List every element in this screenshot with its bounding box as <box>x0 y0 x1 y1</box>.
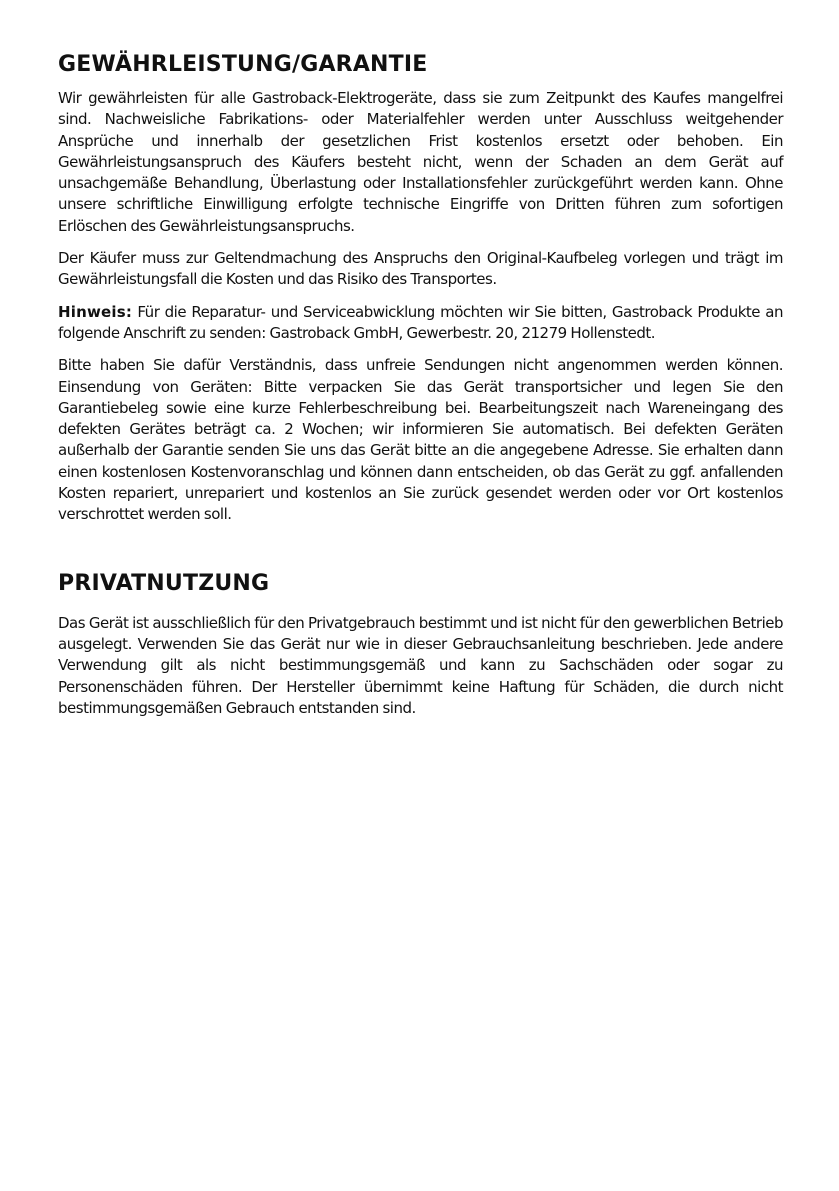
private-use-paragraph-1: Das Gerät ist ausschließlich für den Privatgebrauch bestimmt und ist nicht für den gewerblichen Betrieb ausgelegt. Verwenden Sie das Gerät nur wie in dieser Gebrauchsanleitung beschrieben. Jede andere Verwendung gilt als nicht bestimmungsgemäß und kann zu Sachschäden oder sogar zu Personenschäden führen. Der Hersteller übernimmt keine Haftung für Schäden, die durch nicht bestimmungsgemäßen Gebrauch entstanden sind. <box>58 613 784 717</box>
private-use-section <box>58 569 783 719</box>
section-spacer <box>58 537 783 569</box>
hint-text: Für die Reparatur- und Serviceabwicklung möchten wir Sie bitten, Gastroback Produkte an folgende Anschrift zu senden: Gastroback GmbH, Gewerbestr. 20, 21279 Hollenstedt. <box>58 302 783 342</box>
warranty-heading: GEWÄHRLEISTUNG/GARANTIE <box>58 52 428 77</box>
warranty-paragraph-2: Der Käufer muss zur Geltendmachung des Anspruchs den Original-Kaufbeleg vorlegen und trägt im Gewährleistungsfall die Kosten und das Risiko des Transportes. <box>58 249 783 289</box>
warranty-paragraph-4: Bitte haben Sie dafür Verständnis, dass unfreie Sendungen nicht angenommen werden können. Einsendung von Geräten: Bitte verpacken Sie das Gerät transportsicher und legen Sie den Garantiebeleg sowie eine kurze Fehlerbeschreibung bei. Bearbeitungszeit nach Wareneingang des defekten Gerätes beträgt ca. 2 Wochen; wir informieren Sie automatisch. Bei defekten Geräten außerhalb der Garantie senden Sie uns das Gerät bitte an die angegebene Adresse. Sie erhalten dann einen kostenlosen Kostenvoranschlag und können dann entscheiden, ob das Gerät zu ggf. anfallenden Kosten repariert, unrepariert und kostenlos an Sie zurück gesendet werden oder vor Ort kostenlos verschrottet werden soll. <box>58 356 783 524</box>
hint-label: Hinweis: <box>58 302 133 321</box>
document-page <box>58 50 783 730</box>
private-use-heading: PRIVATNUTZUNG <box>58 570 270 596</box>
warranty-section <box>58 50 783 526</box>
warranty-hint-paragraph <box>58 302 783 345</box>
warranty-paragraph-1: Wir gewährleisten für alle Gastroback-Elektrogeräte, dass sie zum Zeitpunkt des Kaufes mangelfrei sind. Nachweisliche Fabrikations- oder Materialfehler werden unter Ausschluss weitgehender Ansprüche und innerhalb der gesetzlichen Frist kostenlos ersetzt oder behoben. Ein Gewährleistungsanspruch des Käufers besteht nicht, wenn der Schaden an dem Gerät auf unsachgemäße Behandlung, Überlastung oder Installationsfehler zurückgeführt werden kann. Ohne unsere schriftliche Einwilligung erfolgte technische Eingriffe von Dritten führen zum sofortigen Erlöschen des Gewährleistungsanspruchs. <box>58 89 783 235</box>
